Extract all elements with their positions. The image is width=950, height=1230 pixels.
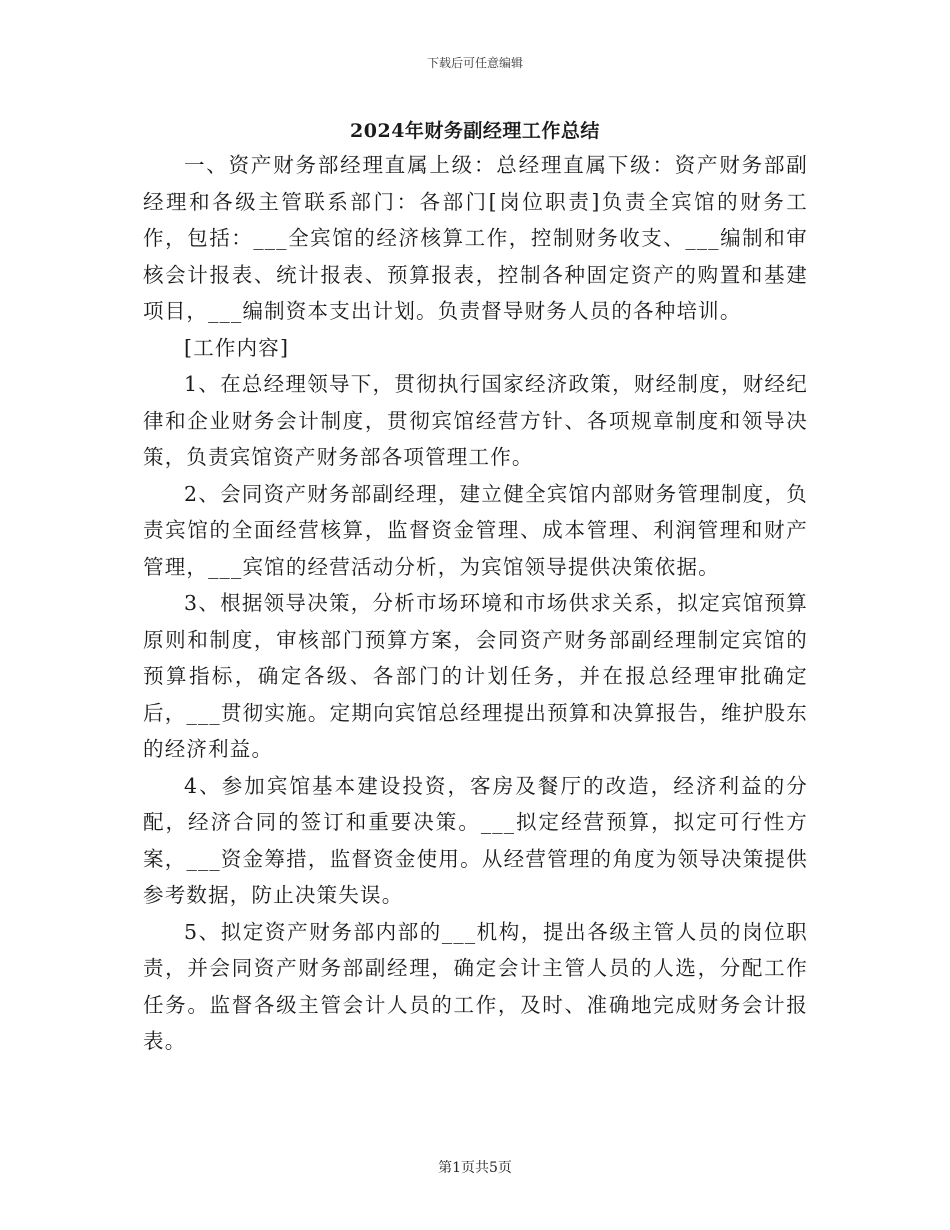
paragraph-item-1: 1、在总经理领导下，贯彻执行国家经济政策，财经制度，财经纪律和企业财务会计制度，贯彻宾馆经营方针、各项规章制度和领导决策，负责宾馆资产财务部各项管理工作。 (143, 372, 808, 469)
header-note: 下载后可任意编辑 (426, 56, 523, 70)
document-body (143, 147, 808, 1060)
paragraph-item-3: 3、根据领导决策，分析市场环境和市场供求关系，拟定宾馆预算原则和制度，审核部门预算方案，会同资产财务部副经理制定宾馆的预算指标，确定各级、各部门的计划任务，并在报总经理审批确定后，___贯彻实施。定期向宾馆总经理提出预算和决算报告，维护股东的经济利益。 (143, 591, 808, 761)
paragraph-item-5: 5、拟定资产财务部内部的___机构，提出各级主管人员的岗位职责，并会同资产财务部副经理，确定会计主管人员的人选，分配工作任务。监督各级主管会计人员的工作，及时、准确地完成财务会计报表。 (143, 919, 808, 1053)
page-footer: 第1页共5页 (438, 1160, 512, 1176)
document-title: 2024年财务副经理工作总结 (350, 120, 600, 142)
paragraph-item-4: 4、参加宾馆基本建设投资，客房及餐厅的改造，经济利益的分配，经济合同的签订和重要决策。___拟定经营预算，拟定可行性方案，___资金筹措，监督资金使用。从经营管理的角度为领导决策提供参考数据，防止决策失误。 (143, 773, 808, 907)
paragraph-item-2: 2、会同资产财务部副经理，建立健全宾馆内部财务管理制度，负责宾馆的全面经营核算，监督资金管理、成本管理、利润管理和财产管理，___宾馆的经营活动分析，为宾馆领导提供决策依据。 (143, 481, 808, 579)
paragraph-intro: 一、资产财务部经理直属上级：总经理直属下级：资产财务部副经理和各级主管联系部门：各部门[岗位职责]负责全宾馆的财务工作，包括：___全宾馆的经济核算工作，控制财务收支、___编制和审核会计报表、统计报表、预算报表，控制各种固定资产的购置和基建项目，___编制资本支出计划。负责督导财务人员的各种培训。 (143, 153, 808, 323)
paragraph-section-heading: [工作内容] (184, 335, 290, 360)
